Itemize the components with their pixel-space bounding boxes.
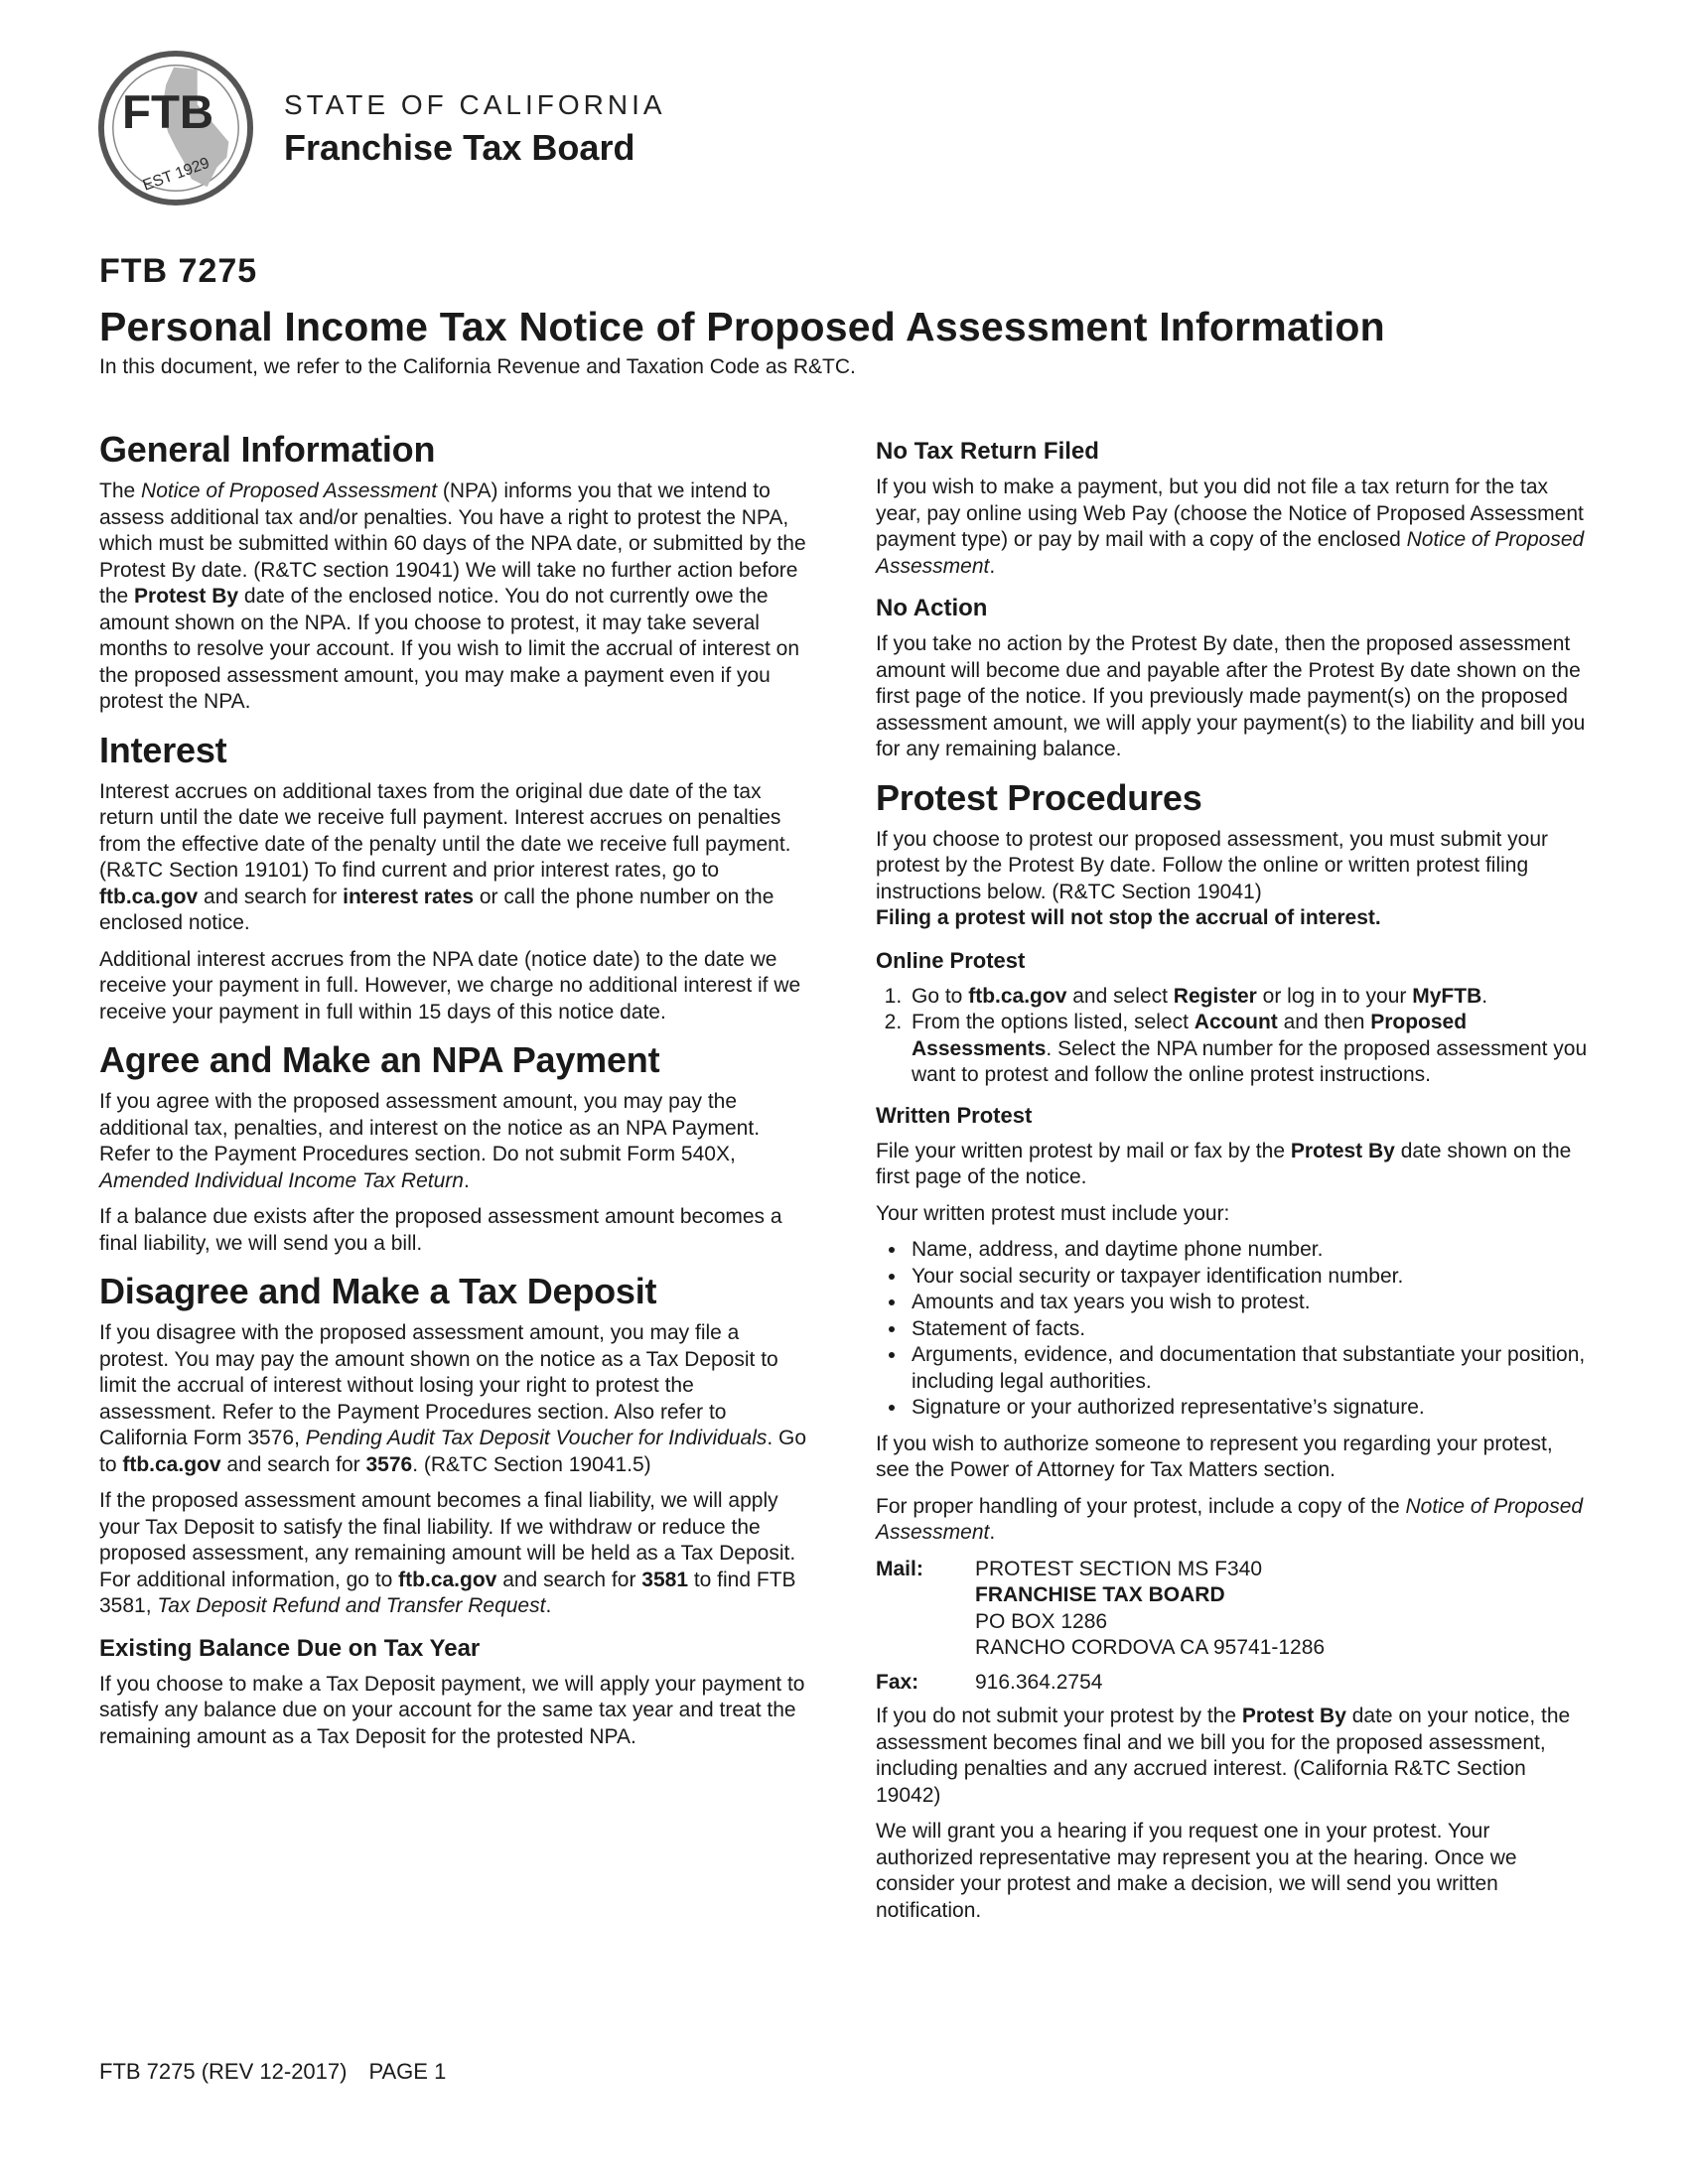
list-item: • Name, address, and daytime phone number. [908, 1237, 1591, 1264]
online-step-2: 2. From the options listed, select Account and then Proposed Assessments. Select the NPA number for the proposed assessment you want to protest and follow the online protest instructions. [908, 1010, 1591, 1089]
fax-label: Fax: [876, 1670, 919, 1694]
online-steps [876, 984, 1591, 1089]
written-paragraph-3: If you wish to authorize someone to represent you regarding your protest, see the Power of Attorney for Tax Matters section. [876, 1432, 1553, 1481]
section-disagree [99, 1271, 814, 1620]
state-name: STATE OF CALIFORNIA [284, 89, 666, 120]
interest-paragraph-1: Interest accrues on additional taxes from the original due date of the tax return until the date we receive full payment. Interest accrues on penalties from the effective date of the penalty until the date we receive full payment. (R&TC Section 19101) To find current and prior interest rates, go to ftb.ca.gov and search for interest rates or call the phone number on the enclosed notice. [99, 779, 791, 934]
heading-written-protest: Written Protest [876, 1102, 1033, 1128]
intro-text: In this document, we refer to the California Revenue and Taxation Code as R&TC. [99, 355, 856, 378]
address-line: PROTEST SECTION MS F340 [975, 1557, 1263, 1580]
fax-number [876, 1670, 1591, 1697]
address-line: RANCHO CORDOVA CA 95741-1286 [975, 1636, 1326, 1659]
existing-paragraph: If you choose to make a Tax Deposit payment, we will apply your payment to satisfy any balance due on your account for the same tax year and treat the remaining amount as a Tax Deposit for the protested NPA. [99, 1672, 805, 1748]
written-paragraph-1: File your written protest by mail or fax by the Protest By date shown on the first page of the notice. [876, 1139, 1572, 1188]
ftb-seal-logo [97, 50, 254, 206]
no-return-paragraph: If you wish to make a payment, but you did not file a tax return for the tax year, pay online using Web Pay (choose the Notice of Proposed Assessment payment type) or pay by mail with a copy of the enclosed Notice of Proposed Assessment. [876, 476, 1585, 578]
heading-protest: Protest Procedures [876, 776, 1202, 818]
footer-form-revision: FTB 7275 (REV 12-2017) [99, 2059, 348, 2084]
disagree-paragraph-2: If the proposed assessment amount becomes a final liability, we will apply your Tax Deposit to satisfy the final liability. If we withdraw or reduce the proposed assessment, any remaining amount will be held as a Tax Deposit. For additional information, go to ftb.ca.gov and search for 3581 to find FTB 3581, Tax Deposit Refund and Transfer Request. [99, 1489, 796, 1617]
heading-online-protest: Online Protest [876, 947, 1026, 973]
list-item: • Signature or your authorized representative’s signature. [908, 1395, 1591, 1422]
online-step-1: 1. Go to ftb.ca.gov and select Register or log in to your MyFTB. [908, 984, 1591, 1011]
page-footer [99, 2059, 446, 2085]
interest-paragraph-2: Additional interest accrues from the NPA date (notice date) to the date we receive your payment in full. However, we charge no additional interest if we receive your payment in full within 15 days of this notice date. [99, 947, 801, 1024]
list-item: • Your social security or taxpayer identification number. [908, 1264, 1591, 1291]
mail-lines [975, 1557, 1591, 1662]
fax-value: 916.364.2754 [975, 1670, 1103, 1694]
list-item: • Statement of facts. [908, 1316, 1591, 1343]
agree-paragraph-2: If a balance due exists after the proposed assessment amount becomes a final liability, we will send you a bill. [99, 1205, 782, 1255]
written-paragraph-6: We will grant you a hearing if you request one in your protest. Your authorized representative may represent you at the hearing. Once we consider your protest and make a decision, we will send you written notification. [876, 1820, 1517, 1922]
heading-existing-balance: Existing Balance Due on Tax Year [99, 1634, 481, 1662]
section-no-action [876, 594, 1591, 763]
list-item: • Arguments, evidence, and documentation that substantiate your position, including legal authorities. [908, 1342, 1591, 1395]
section-existing-balance [99, 1634, 814, 1751]
heading-general: General Information [99, 429, 436, 470]
general-paragraph: The Notice of Proposed Assessment (NPA) informs you that we intend to assess additional tax and/or penalties. You have a right to protest the NPA, which must be submitted within 60 days of the NPA date, or submitted by the Protest By date. (R&TC section 19041) We will take no further action before the Protest By date of the enclosed notice. You do not currently owe the amount shown on the NPA. If you choose to protest, it may take several months to resolve your account. If you wish to limit the accrual of interest on the proposed assessment amount, you may make a payment even if you protest the NPA. [99, 479, 806, 713]
address-line: FRANCHISE TAX BOARD [975, 1583, 1225, 1606]
agree-paragraph-1: If you agree with the proposed assessment amount, you may pay the additional tax, penalties, and interest on the notice as an NPA Payment. Refer to the Payment Procedures section. Do not submit Form 540X, Amended Individual Income Tax Return. [99, 1090, 761, 1192]
disagree-paragraph-1: If you disagree with the proposed assessment amount, you may file a protest. You may pay the amount shown on the notice as a Tax Deposit to limit the accrual of interest without losing your right to protest the assessment. Refer to the Payment Procedures section. Also refer to California Form 3576, Pending Audit Tax Deposit Voucher for Individuals. Go to ftb.ca.gov and search for 3576. (R&TC Section 19041.5) [99, 1321, 807, 1476]
address-line: PO BOX 1286 [975, 1609, 1108, 1633]
left-column [99, 429, 814, 1764]
written-paragraph-4: For proper handling of your protest, include a copy of the Notice of Proposed Assessment. [876, 1494, 1584, 1544]
header [97, 50, 892, 208]
link-ftb: ftb.ca.gov [99, 885, 199, 908]
heading-no-return: No Tax Return Filed [876, 438, 1099, 465]
footer-page-number: PAGE 1 [368, 2059, 447, 2084]
mail-address [876, 1557, 1591, 1662]
section-no-return [876, 437, 1591, 580]
heading-interest: Interest [99, 729, 227, 770]
right-column [876, 437, 1591, 1938]
svg-text:FTB: FTB [122, 86, 214, 139]
heading-no-action: No Action [876, 595, 988, 621]
heading-disagree: Disagree and Make a Tax Deposit [99, 1271, 657, 1311]
list-item: • Amounts and tax years you wish to protest. [908, 1290, 1591, 1316]
mail-label: Mail: [876, 1557, 923, 1580]
heading-agree: Agree and Make an NPA Payment [99, 1039, 660, 1080]
written-paragraph-2: Your written protest must include your: [876, 1201, 1230, 1225]
no-action-paragraph: If you take no action by the Protest By date, then the proposed assessment amount will become due and payable after the Protest By date shown on the first page of the notice. If you previously made payment(s) on the proposed assessment amount, we will apply your payment(s) to the liability and bill you for any remaining balance. [876, 632, 1586, 760]
document-title: Personal Income Tax Notice of Proposed Assessment Information [99, 304, 1385, 349]
agency-name: Franchise Tax Board [284, 127, 635, 168]
protest-paragraph: If you choose to protest our proposed assessment, you must submit your protest by the Protest By date. Follow the online or written protest filing instructions below. (R&TC Section 19041) Filing a protest will not stop the accrual of interest. [876, 827, 1549, 929]
section-general [99, 429, 814, 716]
svg-text:EST 1929: EST 1929 [140, 154, 212, 195]
section-interest [99, 730, 814, 1026]
form-number: FTB 7275 [99, 252, 258, 290]
written-requirements-list [876, 1237, 1591, 1422]
section-protest [876, 777, 1591, 1925]
section-agree [99, 1039, 814, 1257]
written-paragraph-5: If you do not submit your protest by the Protest By date on your notice, the assessment becomes final and we bill you for the proposed assessment, including penalties and any accrued interest. (California R&TC Section 19042) [876, 1705, 1571, 1807]
